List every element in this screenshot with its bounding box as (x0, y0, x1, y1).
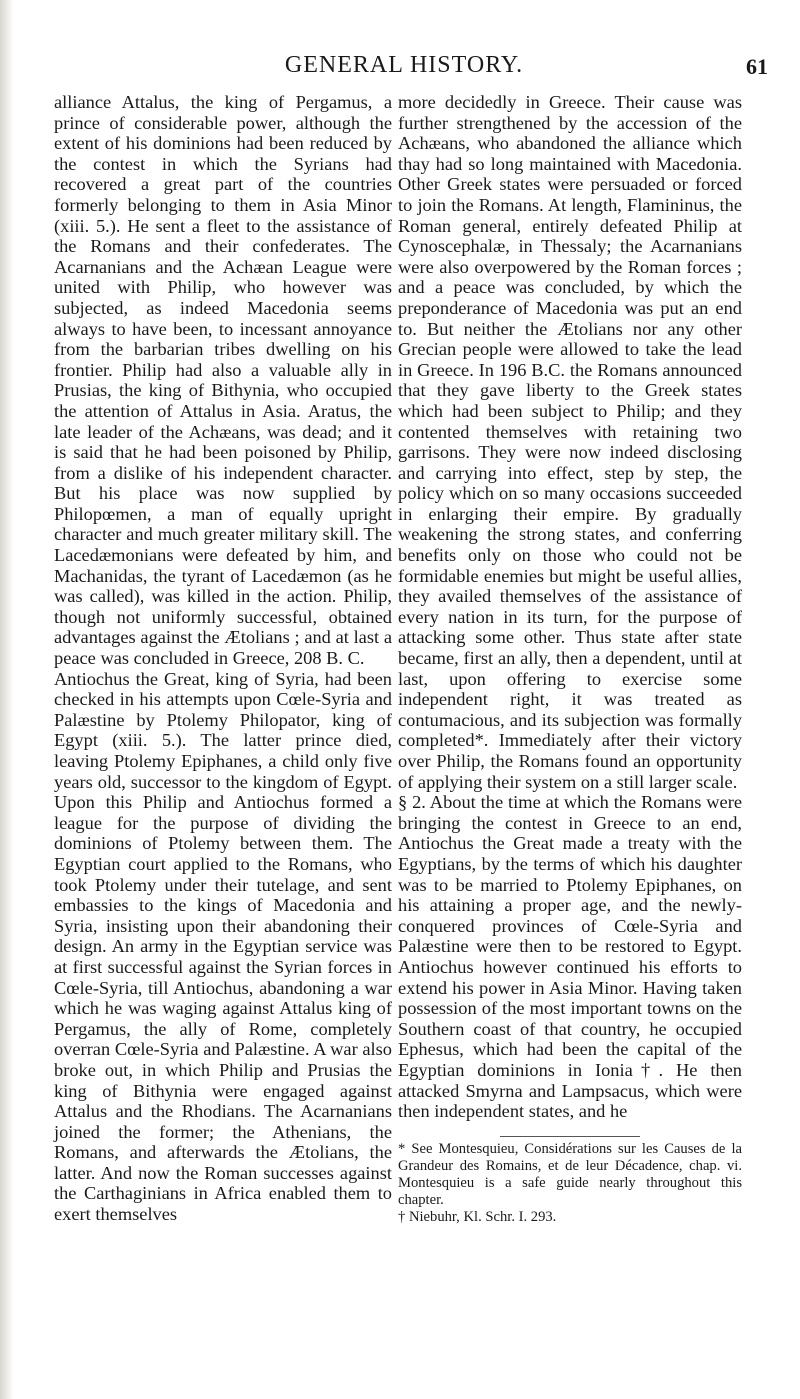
page-header (38, 52, 770, 92)
page-number: 61 (746, 54, 768, 79)
footnote-2: † Niebuhr, Kl. Schr. I. 293. (398, 1208, 557, 1225)
right-column (398, 92, 742, 1226)
footnote-divider (500, 1136, 640, 1137)
left-paragraph-1: alliance Attalus, the king of Pergamus, a prince of considerable power, although the extent of his dominions had been reduced by the contest in which the Syrians had recovered a great part of the countries formerly belonging to them in Asia Minor (xiii. 5.). He sent a fleet to the assistance of the Romans and their confederates. The Acarnanians and the Achæan League were united with Philip, who however was subjected, as indeed Macedonia seems always to have been, to incessant annoyance from the barbarian tribes dwelling on his frontier. Philip had also a valuable ally in Prusias, the king of Bithynia, who occupied the attention of Attalus in Asia. Aratus, the late leader of the Achæans, was dead; and it is said that he had been poisoned by Philip, from a dislike of his independent character. But his place was now supplied by Philopœmen, a man of equally upright character and much greater military skill. The Lacedæmonians were defeated by him, and Machanidas, the tyrant of Lacedæmon (as he was called), was killed in the action. Philip, though not uniformly successful, obtained advantages against the Ætolians ; and at last a peace was concluded in Greece, 208 B. C. (54, 92, 392, 669)
left-column (54, 92, 392, 1225)
footnote-1: * See Montesquieu, Considérations sur les Causes de la Grandeur des Romains, et de leur Décadence, chap. vi. Montesquieu is a safe guide nearly throughout this chapter. (398, 1140, 742, 1208)
right-paragraph-1: more decidedly in Greece. Their cause was further strengthened by the accession of the Achæans, who abandoned the alliance which thay had so long maintained with Macedonia. Other Greek states were persuaded or forced to join the Romans. At length, Flamininus, the Roman general, entirely defeated Philip at Cynoscephalæ, in Thessaly; the Acarnanians were also overpowered by the Roman forces ; and a peace was concluded, by which the preponderance of Macedonia was put an end to. But neither the Ætolians nor any other Grecian people were allowed to take the lead in Greece. In 196 B.C. the Romans announced that they gave liberty to the Greek states which had been subject to Philip; and they contented themselves with retaining two garrisons. They were now indeed disclosing and carrying into effect, step by step, the policy which on so many occasions succeeded in enlarging their empire. By gradually weakening the strong states, and conferring benefits only on those who could not be formidable enemies but might be useful allies, they availed themselves of the assistance of every nation in its turn, for the purpose of attacking some other. Thus state after state became, first an ally, then a dependent, until at last, upon offering to exercise some independent right, it was treated as contumacious, and its subjection was formally completed*. Immediately after their victory over Philip, the Romans found an opportunity of applying their system on a still larger scale. (398, 92, 742, 792)
right-paragraph-2: § 2. About the time at which the Romans were bringing the contest in Greece to an end, Antiochus the Great made a treaty with the Egyptians, by the terms of which his daughter was to be married to Ptolemy Epiphanes, on his attaining a proper age, and the newly-conquered provinces of Cœle-Syria and Palæstine were then to be restored to Egypt. Antiochus however continued his efforts to extend his power in Asia Minor. Having taken possession of the most important towns on the Southern coast of that country, he occupied Ephesus, which had been the capital of the Egyptian dominions in Ionia†. He then attacked Smyrna and Lampsacus, which were then independent states, and he (398, 792, 742, 1122)
running-head: GENERAL HISTORY. (284, 52, 524, 78)
page-edge-shadow (0, 0, 14, 1399)
footnotes (398, 1141, 742, 1226)
left-paragraph-2: Antiochus the Great, king of Syria, had been checked in his attempts upon Cœle-Syria and Palæstine by Ptolemy Philopator, king of Egypt (xiii. 5.). The latter prince died, leaving Ptolemy Epiphanes, a child only five years old, successor to the kingdom of Egypt. Upon this Philip and Antiochus formed a league for the purpose of dividing the dominions of Ptolemy between them. The Egyptian court applied to the Romans, who took Ptolemy under their tutelage, and sent embassies to the kings of Macedonia and Syria, insisting upon their abandoning their design. An army in the Egyptian service was at first successful against the Syrian forces in Cœle-Syria, till Antiochus, abandoning a war which he was waging against Attalus king of Pergamus, the ally of Rome, completely overran Cœle-Syria and Palæstine. A war also broke out, in which Philip and Prusias the king of Bithynia were engaged against Attalus and the Rhodians. The Acarnanians joined the former; the Athenians, the Romans, and afterwards the Ætolians, the latter. And now the Roman successes against the Carthaginians in Africa enabled them to exert themselves (54, 668, 392, 1225)
